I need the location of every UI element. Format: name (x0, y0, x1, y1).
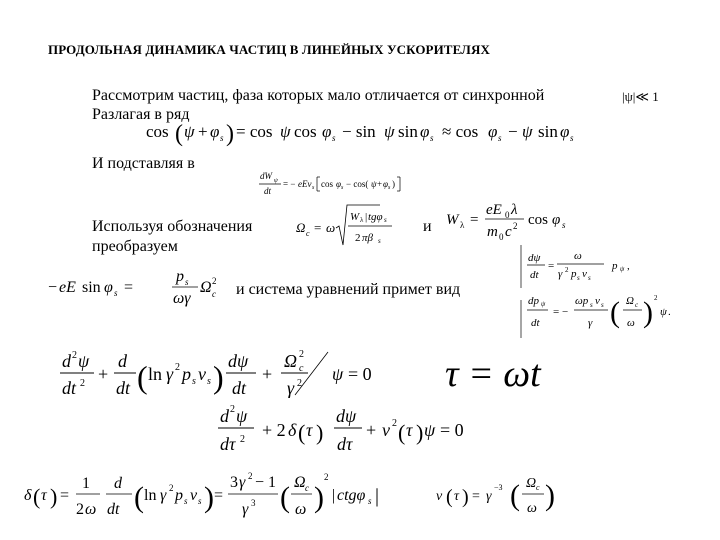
svg-text:dt: dt (116, 378, 131, 398)
svg-text:ψ: ψ (371, 179, 377, 189)
svg-text:(: ( (175, 121, 183, 147)
svg-text:d: d (114, 475, 122, 492)
svg-text:dτ: dτ (220, 434, 236, 454)
svg-text:2: 2 (392, 418, 397, 429)
intro-text-line-1: Рассмотрим частиц, фаза которых мало отличается от синхронной (92, 87, 545, 104)
svg-text:γ: γ (287, 378, 295, 398)
svg-text:Ω: Ω (526, 476, 537, 491)
svg-text:W: W (350, 211, 360, 223)
svg-text:λ: λ (460, 220, 465, 230)
svg-text:sin: sin (82, 279, 101, 296)
svg-text:dψ: dψ (336, 406, 357, 426)
svg-text:Ω: Ω (200, 279, 212, 296)
svg-text:s: s (184, 496, 188, 506)
svg-text:φ: φ (488, 122, 498, 141)
svg-text:eE: eE (59, 279, 76, 296)
svg-text:s: s (207, 376, 211, 387)
svg-text:−3: −3 (494, 483, 503, 492)
svg-text:ω: ω (295, 501, 307, 518)
svg-text:ωp: ωp (575, 295, 589, 307)
svg-text:dτ: dτ (337, 434, 353, 454)
damping-coefficient-formula (24, 471, 379, 518)
svg-text:dp: dp (528, 295, 539, 307)
svg-text:(: ( (280, 481, 290, 514)
svg-text:dψ: dψ (528, 252, 541, 264)
svg-text:dψ: dψ (228, 351, 249, 371)
svg-text:Ω: Ω (294, 474, 306, 491)
svg-text:(: ( (398, 420, 406, 445)
svg-text:γ: γ (239, 474, 246, 491)
svg-text:ln: ln (148, 364, 163, 384)
substitute-text: И подставляя в (92, 155, 195, 172)
svg-text:ctgφ: ctgφ (337, 487, 366, 504)
svg-text:− cos(: − cos( (346, 179, 369, 189)
svg-text:s: s (601, 301, 604, 309)
svg-text:p: p (176, 268, 184, 285)
svg-text:ψ: ψ (236, 406, 248, 426)
phase-oscillation-equation (60, 349, 372, 398)
svg-text:tgφ: tgφ (368, 211, 383, 223)
svg-text:s: s (114, 288, 118, 298)
svg-text:s: s (590, 301, 593, 309)
svg-text:ω: ω (574, 250, 582, 262)
svg-text:τ: τ (454, 489, 460, 504)
svg-text:d: d (118, 351, 127, 371)
svg-text:m: m (487, 224, 498, 240)
svg-text:(: ( (610, 296, 620, 329)
svg-text:dW: dW (260, 171, 272, 181)
svg-text:+: + (262, 364, 273, 384)
svg-text:τ: τ (406, 420, 413, 440)
svg-text:|: | (332, 487, 336, 504)
svg-text:γ: γ (558, 268, 563, 280)
svg-text:τ: τ (306, 420, 313, 440)
svg-text:=: = (314, 220, 322, 235)
svg-text:ωγ: ωγ (173, 290, 191, 307)
svg-text:s: s (570, 133, 574, 143)
svg-text:ν: ν (436, 489, 443, 504)
svg-text:s: s (378, 237, 381, 245)
svg-text:(: ( (510, 479, 520, 512)
svg-text:s: s (388, 185, 391, 191)
svg-text:cos: cos (321, 179, 333, 189)
svg-text:dt: dt (232, 378, 247, 398)
svg-text:λ: λ (360, 216, 364, 224)
svg-text:ψ: ψ (424, 420, 436, 440)
energy-gain-formula (259, 171, 400, 196)
svg-text:φ: φ (322, 122, 332, 141)
svg-text:−: − (508, 122, 518, 141)
svg-text:λ: λ (511, 202, 518, 218)
svg-text:p: p (571, 268, 577, 280)
svg-text:=: = (60, 487, 70, 504)
svg-text:): ) (204, 481, 214, 514)
notation-text-line-2: преобразуем (92, 238, 178, 255)
svg-text:2: 2 (240, 434, 245, 445)
svg-text:): ) (545, 479, 555, 512)
svg-text:): ) (316, 420, 324, 445)
svg-text:c: c (212, 289, 216, 299)
svg-text:s: s (368, 496, 372, 506)
svg-text:2: 2 (80, 378, 85, 389)
svg-text:δ: δ (24, 487, 32, 504)
svg-text:|: | (375, 485, 380, 507)
svg-text:−: − (48, 279, 58, 296)
svg-text:− 1: − 1 (255, 474, 277, 491)
svg-text:=: = (472, 489, 480, 504)
svg-text:Ω: Ω (284, 351, 298, 371)
svg-text:dt: dt (62, 378, 77, 398)
svg-text:s: s (192, 376, 196, 387)
svg-text:v: v (582, 268, 587, 280)
svg-text:2: 2 (297, 378, 302, 389)
svg-text:): ) (392, 179, 395, 189)
svg-text:s: s (312, 185, 315, 191)
svg-text:0: 0 (499, 232, 504, 242)
svg-text:=: = (214, 487, 224, 504)
svg-text:3: 3 (230, 474, 238, 491)
svg-text:(: ( (137, 359, 148, 395)
svg-text:2: 2 (76, 501, 84, 518)
svg-text:2: 2 (230, 404, 235, 415)
svg-text:2: 2 (565, 266, 569, 274)
svg-text:γ: γ (242, 501, 249, 518)
svg-text:s: s (198, 496, 202, 506)
svg-text:ν: ν (382, 420, 390, 440)
svg-text:ω: ω (326, 220, 336, 235)
svg-text:ψ: ψ (78, 351, 90, 371)
svg-text:ψ: ψ (280, 122, 291, 141)
svg-text:ψ: ψ (660, 306, 667, 318)
svg-text:0: 0 (505, 210, 510, 220)
w-lambda-definition-formula (446, 202, 566, 242)
svg-text:2: 2 (169, 483, 174, 493)
svg-text:): ) (314, 481, 324, 514)
svg-text:s: s (577, 274, 580, 282)
svg-text:+: + (198, 122, 208, 141)
svg-text:2: 2 (72, 350, 77, 361)
svg-text:|: | (365, 211, 368, 223)
intro-text-line-2: Разлагая в ряд (92, 106, 190, 123)
svg-text:c: c (306, 229, 310, 238)
svg-text:ψ: ψ (184, 122, 195, 141)
svg-text:p: p (175, 487, 183, 504)
svg-text:): ) (416, 420, 424, 445)
svg-text:ψ: ψ (522, 122, 533, 141)
svg-text:sin: sin (398, 122, 418, 141)
svg-text:φ: φ (420, 122, 430, 141)
svg-text:+: + (377, 179, 383, 189)
svg-text:s: s (562, 220, 566, 230)
svg-text:eE: eE (486, 202, 502, 218)
svg-text:v: v (198, 364, 206, 384)
svg-text:φ: φ (560, 122, 570, 141)
frequency-coefficient-formula (436, 476, 555, 516)
svg-text:γ: γ (166, 364, 174, 384)
svg-text:cos: cos (294, 122, 317, 141)
svg-text:s: s (430, 133, 434, 143)
svg-text:s: s (341, 185, 344, 191)
svg-text:= −: = − (553, 306, 569, 318)
svg-text:s: s (384, 216, 387, 224)
svg-text:dt: dt (264, 186, 272, 196)
small-phase-condition: |ψ|≪ 1 (622, 89, 659, 104)
svg-text:(: ( (134, 481, 144, 514)
svg-text:≈ cos: ≈ cos (442, 122, 479, 141)
svg-text:p: p (612, 260, 618, 272)
tau-omega-t-equation: τ = ωt (445, 353, 541, 395)
svg-text:ln: ln (144, 487, 157, 504)
notation-text-line-1: Используя обозначения (92, 218, 253, 235)
svg-text:+: + (98, 364, 109, 384)
svg-text:ψ: ψ (384, 122, 395, 141)
svg-text:πβ: πβ (362, 232, 373, 244)
and-word: и (423, 218, 432, 235)
svg-text:ψ: ψ (620, 265, 625, 273)
svg-text:d: d (220, 406, 229, 426)
force-relation-formula (48, 268, 217, 307)
svg-text:+: + (366, 420, 377, 440)
svg-text:): ) (213, 359, 224, 395)
svg-text:=: = (470, 212, 479, 228)
svg-text:c: c (635, 301, 639, 309)
svg-text:− sin: − sin (342, 122, 376, 141)
svg-text:ω: ω (527, 501, 537, 516)
svg-text:v: v (190, 487, 198, 504)
svg-text:,: , (627, 260, 630, 272)
svg-text:τ: τ (41, 487, 47, 504)
svg-text:dt: dt (530, 269, 539, 281)
svg-text:γ: γ (588, 317, 593, 329)
svg-text:φ: φ (210, 122, 220, 141)
svg-text:dt: dt (531, 317, 540, 329)
svg-text:c: c (536, 483, 540, 492)
svg-text:ω: ω (627, 317, 635, 329)
svg-text:= 0: = 0 (440, 420, 464, 440)
svg-text:s: s (220, 133, 224, 143)
svg-text:2: 2 (654, 294, 658, 302)
svg-text:cos: cos (528, 212, 548, 228)
svg-text:2: 2 (212, 276, 217, 286)
svg-text:.: . (668, 306, 671, 318)
svg-text:γ: γ (160, 487, 167, 504)
svg-text:1: 1 (82, 475, 90, 492)
svg-text:sin: sin (538, 122, 558, 141)
svg-text:2: 2 (324, 472, 329, 482)
svg-text:=: = (548, 260, 555, 272)
system-of-equations-text: и система уравнений примет вид (236, 281, 461, 298)
omega-c-definition-formula (296, 205, 392, 245)
svg-text:+ 2: + 2 (262, 420, 286, 440)
svg-text:γ: γ (486, 489, 492, 504)
svg-text:s: s (498, 133, 502, 143)
svg-text:= cos: = cos (236, 122, 273, 141)
svg-text:φ: φ (383, 179, 388, 189)
svg-text:φ: φ (336, 179, 341, 189)
svg-text:dt: dt (107, 501, 120, 518)
svg-text:δ: δ (288, 420, 297, 440)
svg-text:2: 2 (175, 362, 180, 373)
svg-text:2: 2 (513, 221, 518, 231)
svg-text:): ) (643, 296, 653, 329)
svg-text:ψ: ψ (274, 178, 278, 184)
svg-text:φ: φ (104, 279, 113, 296)
svg-text:ω: ω (85, 501, 97, 518)
svg-text:2: 2 (355, 232, 361, 244)
svg-text:2: 2 (299, 349, 304, 360)
svg-text:(: ( (33, 484, 41, 509)
svg-text:): ) (462, 486, 469, 508)
svg-text:φ: φ (552, 212, 561, 228)
svg-text:= −: = − (283, 179, 296, 189)
svg-text:c: c (505, 224, 512, 240)
svg-text:c: c (299, 363, 304, 374)
normalized-phase-equation (218, 404, 464, 454)
slide-title: ПРОДОЛЬНАЯ ДИНАМИКА ЧАСТИЦ В ЛИНЕЙНЫХ УСКОРИТЕЛЯХ (48, 42, 490, 57)
svg-text:s: s (332, 133, 336, 143)
svg-text:v: v (595, 295, 600, 307)
svg-text:s: s (185, 277, 189, 287)
svg-text:cos: cos (146, 122, 169, 141)
svg-text:(: ( (298, 420, 306, 445)
svg-text:ψ: ψ (332, 364, 344, 384)
svg-text:W: W (446, 212, 459, 228)
svg-text:): ) (226, 121, 234, 147)
svg-text:): ) (50, 484, 58, 509)
svg-text:= 0: = 0 (348, 364, 372, 384)
svg-text:(: ( (446, 486, 453, 508)
cos-expansion-formula (146, 121, 574, 147)
svg-text:eEv: eEv (298, 179, 312, 189)
svg-text:s: s (588, 274, 591, 282)
svg-text:Ω: Ω (296, 220, 306, 235)
svg-text:3: 3 (251, 498, 256, 508)
svg-text:c: c (305, 483, 309, 493)
svg-text:d: d (62, 351, 71, 371)
svg-text:=: = (124, 279, 134, 296)
equation-system-formula (521, 245, 671, 338)
svg-text:2: 2 (248, 471, 253, 481)
svg-text:ψ: ψ (541, 300, 546, 308)
svg-text:p: p (182, 364, 191, 384)
svg-text:Ω: Ω (626, 295, 634, 307)
